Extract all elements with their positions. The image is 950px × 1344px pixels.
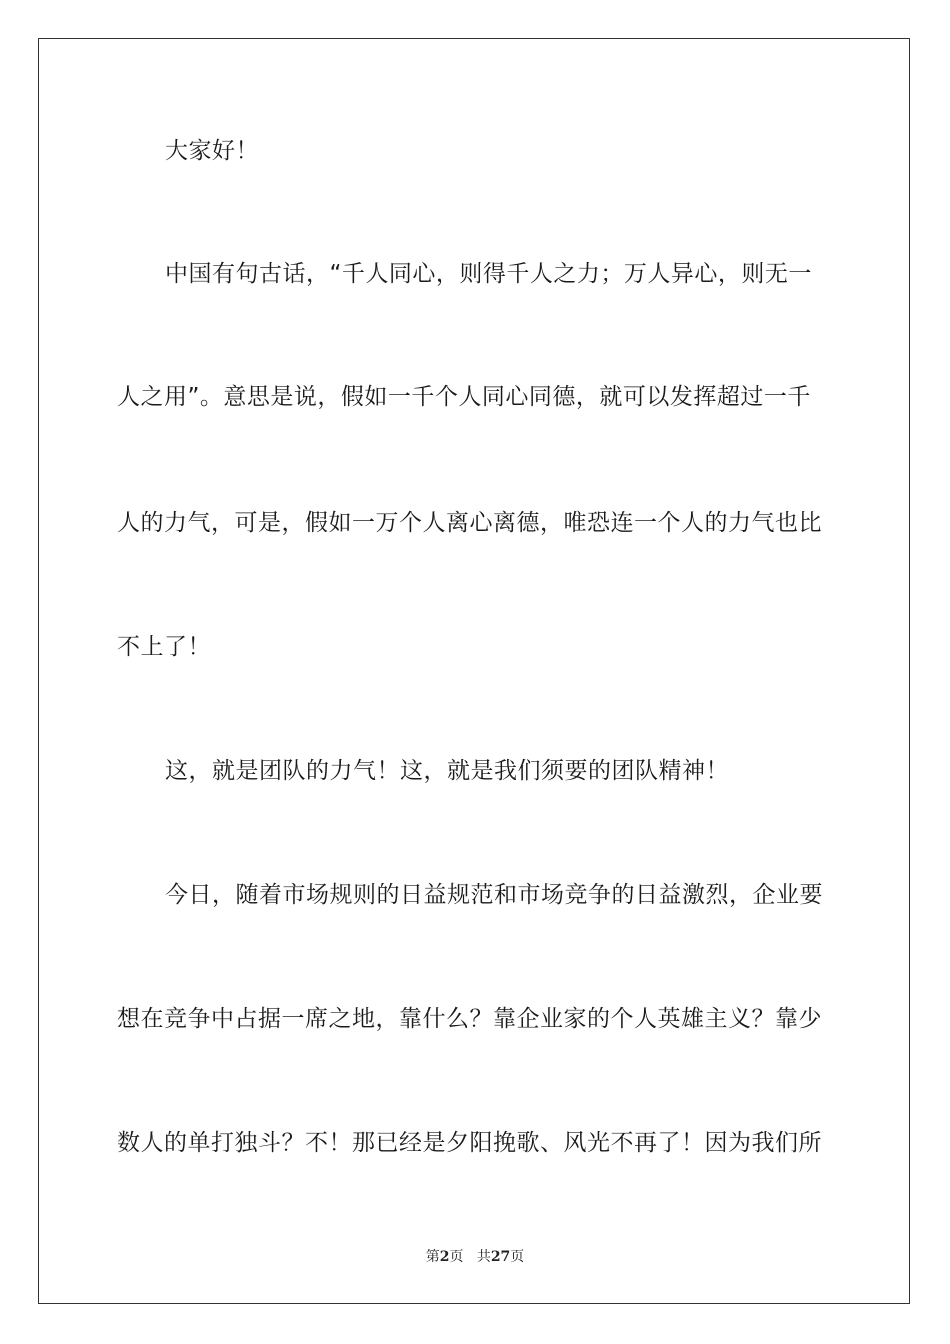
footer-total-suffix: 页 bbox=[510, 1249, 525, 1265]
page-border bbox=[38, 38, 910, 1304]
footer-prefix: 第 bbox=[425, 1249, 440, 1265]
paragraph-line: 数人的单打独斗？不！那已经是夕阳挽歌、风光不再了！因为我们所 bbox=[117, 1130, 822, 1156]
paragraph-line: 人之用”。意思是说，假如一千个人同心同德，就可以发挥超过一千 bbox=[117, 384, 811, 410]
current-page-number: 2 bbox=[439, 1249, 450, 1265]
paragraph-greeting: 大家好！ bbox=[165, 138, 259, 164]
footer-page-suffix: 页 bbox=[449, 1249, 464, 1265]
paragraph-line: 这，就是团队的力气！这，就是我们须要的团队精神！ bbox=[165, 758, 729, 784]
paragraph-line: 人的力气，可是，假如一万个人离心离德，唯恐连一个人的力气也比 bbox=[117, 510, 822, 536]
footer-total-prefix: 共 bbox=[476, 1249, 491, 1265]
paragraph-line: 想在竞争中占据一席之地，靠什么？靠企业家的个人英雄主义？靠少 bbox=[117, 1006, 822, 1032]
paragraph-line: 中国有句古话，“千人同心，则得千人之力；万人异心，则无一 bbox=[165, 261, 812, 287]
page-number-footer bbox=[0, 1246, 950, 1266]
paragraph-line: 不上了！ bbox=[117, 634, 211, 660]
paragraph-line: 今日，随着市场规则的日益规范和市场竞争的日益激烈，企业要 bbox=[165, 882, 823, 908]
total-page-count: 27 bbox=[490, 1249, 511, 1265]
